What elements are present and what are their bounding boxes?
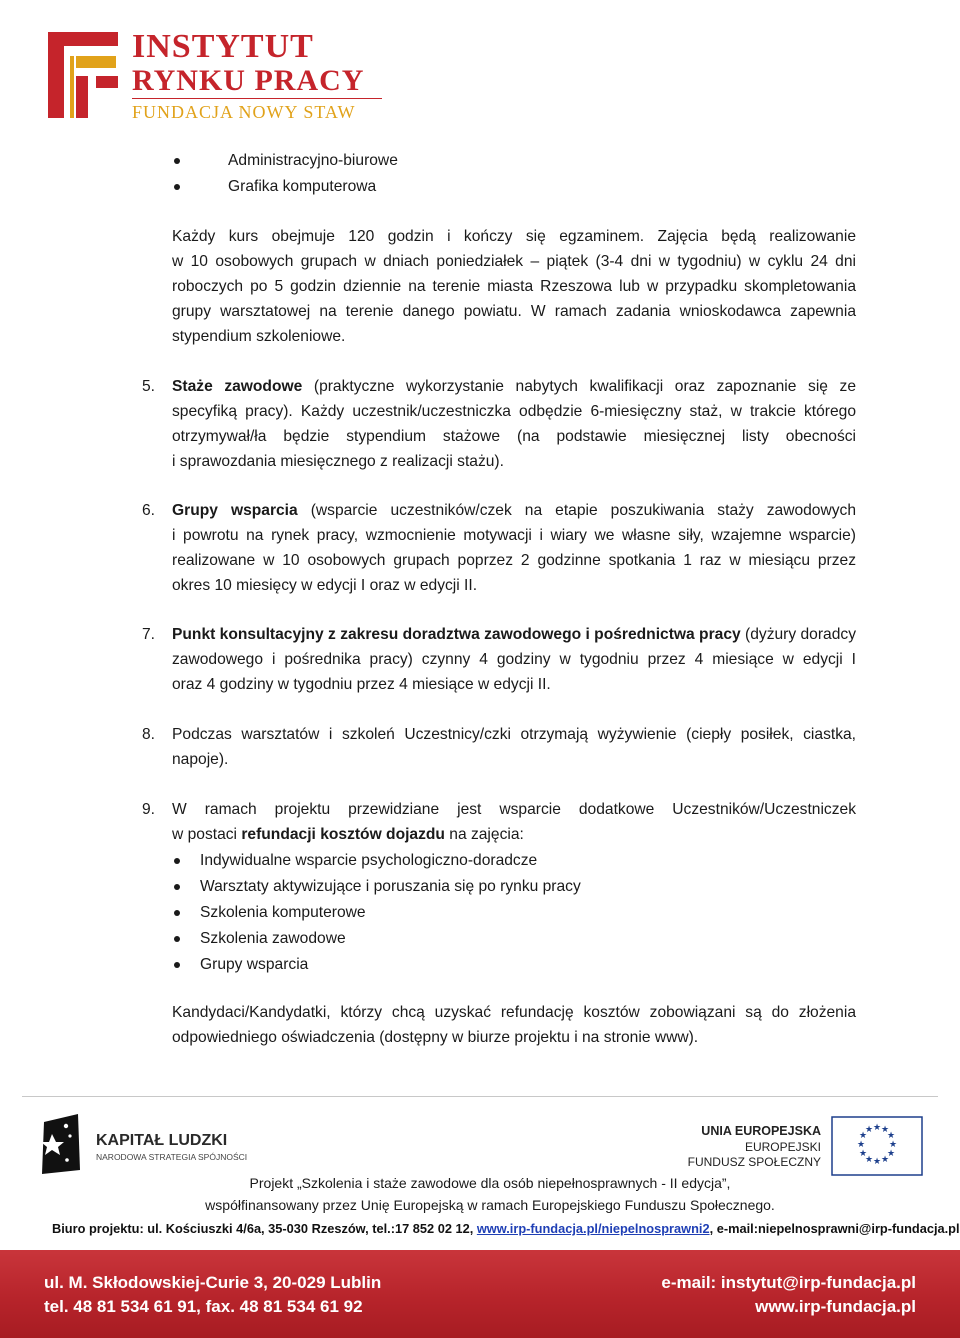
item-6-paragraph <box>172 498 856 598</box>
bullet-icon <box>174 858 180 864</box>
paragraph-text: na zajęcia: <box>444 826 524 843</box>
svg-text:★: ★ <box>864 1125 874 1135</box>
contact-bar <box>0 1250 960 1338</box>
paragraph-line: W ramach projektu przewidziane jest wsparcie dodatkowe Uczestników/Uczestniczek <box>172 801 856 818</box>
svg-text:★: ★ <box>864 1155 874 1165</box>
office-email-text: , e-mail:niepelnosprawni@irp-fundacja.pl <box>709 1221 960 1236</box>
paragraph-line: okres 10 miesięcy w edycji I oraz w edycji II. <box>172 577 478 594</box>
paragraph-line: grupy warsztatowej na terenie danego powiatu. W ramach zadania wnioskodawca zapewnia <box>172 303 856 320</box>
svg-text:★: ★ <box>858 1131 868 1141</box>
list-item <box>172 874 772 899</box>
item-title: Grupy wsparcia <box>172 502 298 519</box>
logo-line-3: FUNDACJA NOWY STAW <box>132 102 356 122</box>
bar-website[interactable]: www.irp-fundacja.pl <box>755 1297 916 1316</box>
bullet-icon <box>174 910 180 916</box>
item-7-paragraph <box>172 622 856 697</box>
paragraph-line: oraz 4 godziny w tygodniu przez 4 miesiące w edycji II. <box>172 676 551 693</box>
kapital-ludzki-logo <box>40 1112 270 1176</box>
paragraph-line: w 10 osobowych grupach w dniach poniedziałek – piątek (3-4 dni w tygodniu) w cyklu 24 dni <box>172 253 856 270</box>
paragraph-line: Podczas warsztatów i szkoleń Uczestnicy/czki otrzymają wyżywienie (ciepły posiłek, ciastka, <box>172 726 856 743</box>
item-number: 5. <box>142 378 156 395</box>
eu-line-1: UNIA EUROPEJSKA <box>701 1124 821 1138</box>
eu-line-3: FUNDUSZ SPOŁECZNY <box>687 1155 821 1169</box>
list-item-text: Szkolenia zawodowe <box>200 930 346 947</box>
paragraph-line <box>172 374 856 399</box>
paragraph-text: (wsparcie uczestników/czek na etapie poszukiwania staży zawodowych <box>297 502 856 519</box>
office-address <box>52 1221 960 1236</box>
project-website-link[interactable]: www.irp-fundacja.pl/niepelnosprawni2 <box>476 1221 710 1236</box>
paragraph-text: (dyżury doradcy <box>740 626 856 643</box>
eu-logo <box>687 1110 925 1176</box>
item-number: 6. <box>142 502 156 519</box>
kapital-ludzki-emblem-icon <box>40 1112 84 1174</box>
svg-text:★: ★ <box>872 1123 882 1133</box>
paragraph-line: specyfiką pracy). Każdy uczestnik/uczestniczka odbędzie 6-miesięczny staż, w trakcie którego <box>172 403 856 420</box>
kl-subtitle: NARODOWA STRATEGIA SPÓJNOŚCI <box>96 1152 248 1162</box>
item-title: Punkt konsultacyjny z zakresu doradztwa zawodowego i pośrednictwa pracy <box>172 626 741 643</box>
item-8-paragraph <box>172 722 856 772</box>
bullet-icon <box>174 962 180 968</box>
kl-title: KAPITAŁ LUDZKI <box>96 1132 228 1149</box>
svg-text:★: ★ <box>886 1149 896 1159</box>
bullet-icon <box>174 158 180 164</box>
bullet-icon <box>174 936 180 942</box>
intro-paragraph <box>172 224 856 349</box>
bullet-icon <box>174 184 180 190</box>
list-item-text: Szkolenia komputerowe <box>200 904 366 921</box>
svg-text:★: ★ <box>886 1131 896 1141</box>
logo-line-2: RYNKU PRACY <box>132 64 365 97</box>
office-text: Biuro projektu: ul. Kościuszki 4/6a, 35-030 Rzeszów, tel.:17 852 02 12, <box>52 1221 477 1236</box>
paragraph-line <box>172 622 856 647</box>
paragraph-line <box>172 822 856 847</box>
item-5-paragraph <box>172 374 856 474</box>
paragraph-line: Kandydaci/Kandydatki, którzy chcą uzyskać refundację kosztów zobowiązani są do złożenia <box>172 1004 856 1021</box>
item-number: 8. <box>142 726 156 743</box>
list-item-text: Grupy wsparcia <box>200 956 309 973</box>
item-number: 7. <box>142 626 156 643</box>
paragraph-line: realizowane w 10 osobowych grupach poprzez 2 godzinne spotkania 1 raz w miesiącu przez <box>172 552 856 569</box>
paragraph-line: zawodowego i pośrednika pracy) czynny 4 godziny w tygodniu przez 4 miesiące w edycji I <box>172 651 856 668</box>
paragraph-line: Każdy kurs obejmuje 120 godzin i kończy się egzaminem. Zajęcia będą realizowanie <box>172 228 856 245</box>
list-item <box>172 148 672 173</box>
list-item-text: Grafika komputerowa <box>228 178 377 195</box>
bar-phone: tel. 48 81 534 61 91, fax. 48 81 534 61 92 <box>44 1297 363 1316</box>
item-highlight: refundacji kosztów dojazdu <box>241 826 445 843</box>
paragraph-line: odpowiedniego oświadczenia (dostępny w biurze projektu i na stronie www). <box>172 1029 699 1046</box>
paragraph-text: (praktyczne wykorzystanie nabytych kwalifikacji oraz zapoznanie się ze <box>302 378 857 395</box>
svg-text:★: ★ <box>858 1149 868 1159</box>
paragraph-line: otrzymywał/ła będzie stypendium stażowe (na podstawie miesięcznej listy obecności <box>172 428 856 445</box>
item-9-paragraph <box>172 797 856 847</box>
paragraph-line: i sprawozdania miesięcznego z realizacji stażu). <box>172 453 504 470</box>
list-item <box>172 174 672 199</box>
eu-line-2: EUROPEJSKI <box>744 1140 821 1154</box>
eu-flag-icon <box>831 1116 923 1176</box>
list-item <box>172 926 772 951</box>
svg-text:★: ★ <box>880 1125 890 1135</box>
list-item <box>172 952 772 977</box>
list-item <box>172 900 772 925</box>
list-item-text: Warsztaty aktywizujące i poruszania się po rynku pracy <box>200 878 581 895</box>
list-item <box>172 848 772 873</box>
svg-text:★: ★ <box>856 1140 866 1150</box>
bullet-icon <box>174 884 180 890</box>
list-item-text: Indywidualne wsparcie psychologiczno-doradcze <box>200 852 538 869</box>
institute-logo-mark-icon <box>44 26 126 124</box>
svg-text:★: ★ <box>880 1155 890 1165</box>
paragraph-line: napoje). <box>172 751 229 768</box>
bar-email[interactable]: e-mail: instytut@irp-fundacja.pl <box>661 1273 916 1292</box>
closing-paragraph <box>172 1000 856 1050</box>
item-number: 9. <box>142 801 156 818</box>
paragraph-line: stypendium szkoleniowe. <box>172 328 346 345</box>
paragraph-line: i powrotu na rynek pracy, wzmocnienie motywacji i wiary we własne siły, wzajemne wsparcie) <box>172 527 856 544</box>
paragraph-text: w postaci <box>172 826 242 843</box>
paragraph-line <box>172 498 856 523</box>
footer-divider <box>22 1096 938 1097</box>
logo-line-1: INSTYTUT <box>132 28 314 65</box>
paragraph-line: roboczych po 5 godzin dziennie na terenie miasta Rzeszowa lub w przypadku skompletowania <box>172 278 856 295</box>
project-info <box>180 1172 800 1216</box>
bar-address: ul. M. Skłodowskiej-Curie 3, 20-029 Lublin <box>44 1273 382 1292</box>
list-item-text: Administracyjno-biurowe <box>228 152 398 169</box>
svg-text:★: ★ <box>872 1157 882 1167</box>
svg-text:★: ★ <box>888 1140 898 1150</box>
item-title: Staże zawodowe <box>172 378 303 395</box>
project-line-1: Projekt „Szkolenia i staże zawodowe dla osób niepełnosprawnych - II edycja”, <box>249 1175 731 1191</box>
project-line-2: współfinansowany przez Unię Europejską w ramach Europejskiego Funduszu Społecznego. <box>205 1197 775 1213</box>
logo-divider <box>132 98 382 99</box>
institute-logo <box>44 26 374 126</box>
